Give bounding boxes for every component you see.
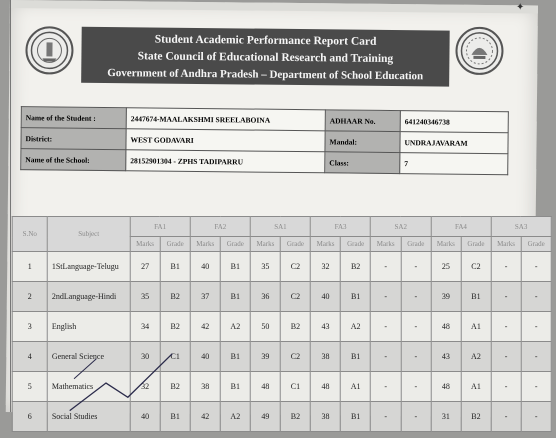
grade-subheader: Grade xyxy=(401,237,431,252)
marks-cell: 25 xyxy=(431,252,461,282)
grade-cell: A2 xyxy=(461,342,491,372)
marks-cell: - xyxy=(371,372,401,402)
grade-cell: B1 xyxy=(160,252,190,282)
grade-cell: C1 xyxy=(160,342,190,372)
marks-cell: - xyxy=(371,312,401,342)
marks-subheader: Marks xyxy=(130,237,160,252)
marks-cell: 39 xyxy=(250,342,280,372)
grade-cell: - xyxy=(521,252,551,282)
row-sno: 4 xyxy=(12,342,47,372)
assessment-header-fa3: FA3 xyxy=(311,217,371,237)
marks-cell: - xyxy=(371,342,401,372)
school-value: 28152901304 - ZPHS TADIPARRU xyxy=(126,150,325,173)
grade-cell: B2 xyxy=(280,312,310,342)
row-subject: General Science xyxy=(47,342,130,372)
row-sno: 2 xyxy=(12,282,47,312)
assessment-header-fa2: FA2 xyxy=(190,217,250,237)
marks-cell: 40 xyxy=(130,402,160,432)
marks-cell: 42 xyxy=(190,312,220,342)
grade-subheader: Grade xyxy=(280,237,310,252)
row-sno: 6 xyxy=(12,402,47,432)
marks-cell: - xyxy=(491,342,521,372)
student-name-value: 2447674-MAALAKSHMI SREELABOINA xyxy=(126,108,325,131)
class-label: Class: xyxy=(325,152,400,174)
grade-cell: B1 xyxy=(341,342,371,372)
student-name-label: Name of the Student : xyxy=(21,107,126,129)
aadhaar-label: ADHAAR No. xyxy=(325,110,400,132)
grade-cell: - xyxy=(521,312,551,342)
row-subject: Mathematics xyxy=(47,372,130,402)
grade-cell: A2 xyxy=(220,312,250,342)
scert-seal xyxy=(455,27,504,76)
marks-subheader: Marks xyxy=(190,237,220,252)
grade-cell: B2 xyxy=(160,372,190,402)
grade-subheader: Grade xyxy=(160,237,190,252)
sno-header: S.No xyxy=(12,217,47,252)
grade-cell: C2 xyxy=(280,252,310,282)
mandal-label: Mandal: xyxy=(325,131,400,153)
marks-row xyxy=(12,252,551,282)
grade-cell: B1 xyxy=(341,282,371,312)
grade-cell: - xyxy=(521,342,551,372)
marks-cell: 40 xyxy=(311,282,341,312)
banner-government: Government of Andhra Pradesh – Department of School Education xyxy=(107,67,424,83)
marks-cell: 36 xyxy=(250,282,280,312)
grade-cell: - xyxy=(401,282,431,312)
grade-cell: - xyxy=(521,402,551,432)
banner-title: Student Academic Performance Report Card xyxy=(154,33,377,48)
marks-cell: 35 xyxy=(130,282,160,312)
grade-cell: C2 xyxy=(461,252,491,282)
marks-cell: - xyxy=(371,252,401,282)
marks-cell: 30 xyxy=(130,342,160,372)
marks-cell: 42 xyxy=(190,402,220,432)
grade-cell: A2 xyxy=(341,312,371,342)
grade-cell: B1 xyxy=(160,402,190,432)
marks-subheader: Marks xyxy=(431,237,461,252)
grade-cell: C2 xyxy=(280,342,310,372)
grade-cell: A1 xyxy=(461,372,491,402)
grade-cell: C1 xyxy=(280,372,310,402)
marks-cell: 48 xyxy=(250,372,280,402)
grade-cell: - xyxy=(401,342,431,372)
marks-cell: 40 xyxy=(190,342,220,372)
aadhaar-value: 641240346738 xyxy=(400,111,508,133)
marks-cell: 31 xyxy=(431,402,461,432)
marks-cell: 38 xyxy=(311,342,341,372)
grade-cell: - xyxy=(521,372,551,402)
row-sno: 5 xyxy=(12,372,47,402)
marks-cell: - xyxy=(491,312,521,342)
row-sno: 1 xyxy=(12,252,47,282)
grade-cell: - xyxy=(521,282,551,312)
grade-cell: B1 xyxy=(220,282,250,312)
row-subject: English xyxy=(47,312,130,342)
banner-council: State Council of Educational Research and Training xyxy=(137,50,394,66)
grade-cell: B2 xyxy=(160,312,190,342)
grade-subheader: Grade xyxy=(220,237,250,252)
grade-subheader: Grade xyxy=(521,237,551,252)
report-card-sheet xyxy=(6,0,545,422)
district-label: District: xyxy=(21,128,126,150)
marks-cell: 37 xyxy=(190,282,220,312)
school-label: Name of the School: xyxy=(21,149,126,171)
grade-cell: B1 xyxy=(220,342,250,372)
mandal-value: UNDRAJAVARAM xyxy=(400,132,508,154)
marks-row xyxy=(12,312,551,342)
district-value: WEST GODAVARI xyxy=(126,129,325,152)
corner-mark-icon: ✦ xyxy=(516,2,525,13)
marks-cell: 48 xyxy=(311,372,341,402)
assessment-header-sa1: SA1 xyxy=(250,217,310,237)
grade-cell: A1 xyxy=(461,312,491,342)
grade-cell: B1 xyxy=(220,372,250,402)
subject-header: Subject xyxy=(47,217,130,252)
marks-cell: - xyxy=(491,402,521,432)
marks-subheader: Marks xyxy=(491,237,521,252)
emblem-icon xyxy=(27,28,71,72)
assessment-header-sa3: SA3 xyxy=(491,217,551,237)
marks-cell: 38 xyxy=(311,402,341,432)
marks-cell: 48 xyxy=(431,372,461,402)
grade-subheader: Grade xyxy=(461,237,491,252)
grade-subheader: Grade xyxy=(341,237,371,252)
grade-cell: - xyxy=(401,372,431,402)
marks-row xyxy=(12,282,551,312)
marks-cell: 40 xyxy=(190,252,220,282)
marks-cell: 48 xyxy=(431,312,461,342)
grade-cell: C2 xyxy=(280,282,310,312)
marks-cell: 39 xyxy=(431,282,461,312)
marks-cell: 43 xyxy=(431,342,461,372)
marks-subheader: Marks xyxy=(371,237,401,252)
marks-cell: 50 xyxy=(250,312,280,342)
grade-cell: B2 xyxy=(280,402,310,432)
student-info-table xyxy=(20,106,509,175)
grade-cell: B1 xyxy=(341,402,371,432)
grade-cell: - xyxy=(401,402,431,432)
row-subject: 1StLanguage-Telugu xyxy=(47,252,130,282)
state-emblem-seal xyxy=(25,26,74,75)
marks-cell: 43 xyxy=(311,312,341,342)
row-subject: Social Studies xyxy=(47,402,130,432)
marks-cell: - xyxy=(491,252,521,282)
grade-cell: B1 xyxy=(461,282,491,312)
marks-cell: - xyxy=(371,402,401,432)
grade-cell: B2 xyxy=(160,282,190,312)
scert-logo-icon xyxy=(457,29,501,73)
marks-cell: 38 xyxy=(190,372,220,402)
marks-cell: - xyxy=(491,282,521,312)
assessment-header-fa4: FA4 xyxy=(431,217,491,237)
pen-tick-mark xyxy=(66,349,177,414)
row-subject: 2ndLanguage-Hindi xyxy=(47,282,130,312)
marks-cell: - xyxy=(491,372,521,402)
row-sno: 3 xyxy=(12,312,47,342)
grade-cell: A1 xyxy=(341,372,371,402)
marks-cell: 35 xyxy=(250,252,280,282)
grade-cell: B1 xyxy=(220,252,250,282)
marks-cell: - xyxy=(371,282,401,312)
assessment-header-sa2: SA2 xyxy=(371,217,431,237)
marks-cell: 27 xyxy=(130,252,160,282)
top-strip xyxy=(10,0,538,14)
report-card-banner xyxy=(81,27,450,87)
class-value: 7 xyxy=(400,153,508,175)
grade-cell: A2 xyxy=(220,402,250,432)
scan-edge xyxy=(10,0,11,412)
grade-cell: B2 xyxy=(341,252,371,282)
marks-cell: 34 xyxy=(130,312,160,342)
marks-subheader: Marks xyxy=(311,237,341,252)
marks-cell: 32 xyxy=(311,252,341,282)
grade-cell: - xyxy=(401,252,431,282)
marks-cell: 49 xyxy=(250,402,280,432)
grade-cell: B2 xyxy=(461,402,491,432)
marks-cell: 32 xyxy=(130,372,160,402)
grade-cell: - xyxy=(401,312,431,342)
assessment-header-fa1: FA1 xyxy=(130,217,190,237)
marks-subheader: Marks xyxy=(250,237,280,252)
